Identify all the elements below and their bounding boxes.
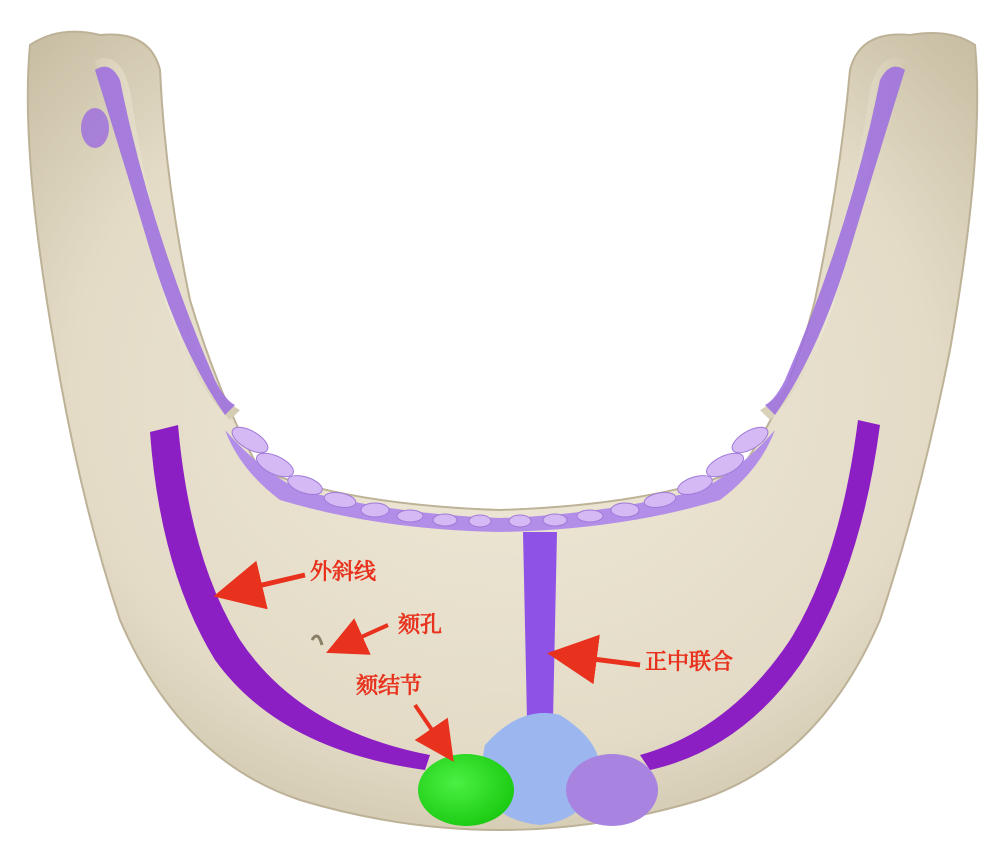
label-mental-foramen: 颏孔 (398, 613, 443, 638)
label-external-oblique-line: 外斜线 (310, 560, 377, 585)
left-condyle-mark (81, 108, 109, 148)
mandibular-symphysis (523, 532, 557, 720)
label-mental-tubercle: 颏结节 (356, 674, 423, 699)
mental-tubercle-right (566, 754, 658, 826)
mental-tubercle-left (418, 754, 514, 826)
label-mandibular-symphysis: 正中联合 (645, 650, 734, 675)
